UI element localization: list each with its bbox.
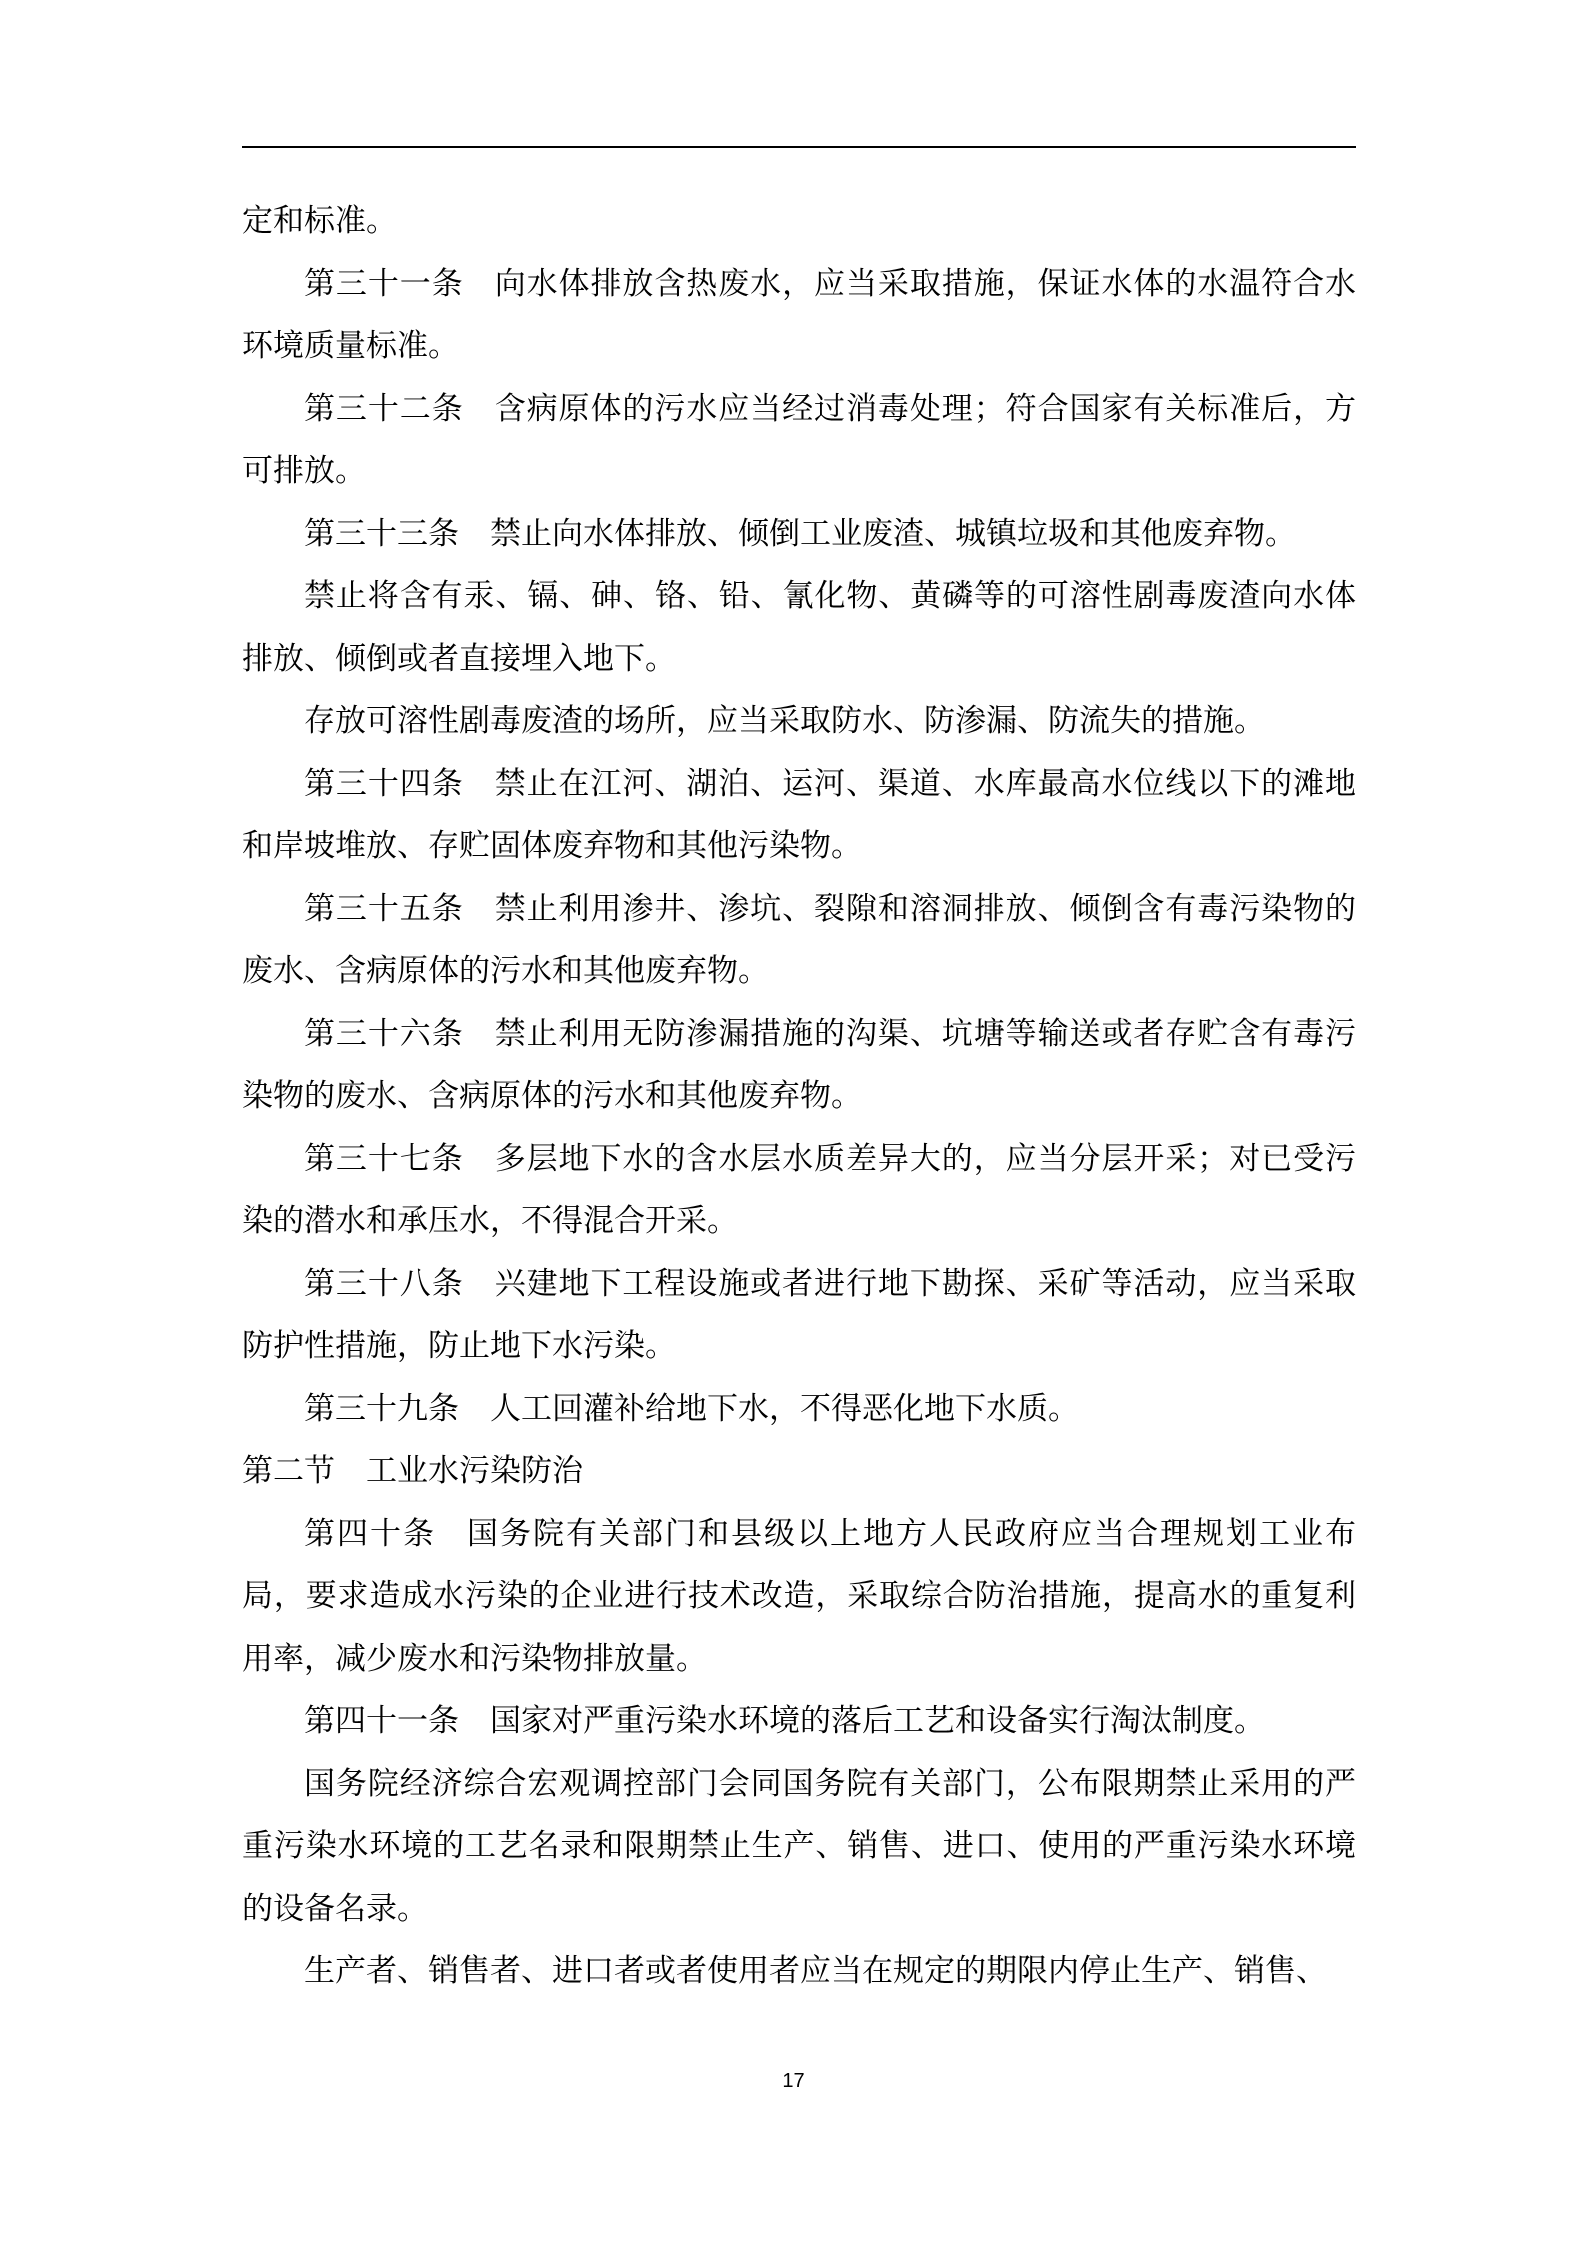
paragraph-text: 禁止利用渗井、渗坑、裂隙和溶洞排放、倾倒含有毒污染物的废水、含病原体的污水和其他废弃物。 bbox=[242, 890, 1357, 989]
article-number: 第三十四条 bbox=[304, 765, 464, 802]
article-number: 第三十八条 bbox=[304, 1265, 464, 1302]
article-paragraph bbox=[242, 1440, 1356, 1503]
paragraph-text: 禁止将含有汞、镉、砷、铬、铅、氰化物、黄磷等的可溶性剧毒废渣向水体排放、倾倒或者直接埋入地下。 bbox=[242, 578, 1356, 677]
body-paragraph bbox=[242, 565, 1356, 690]
article-number: 第三十九条 bbox=[304, 1390, 459, 1427]
article-number: 第三十二条 bbox=[304, 390, 464, 427]
paragraph-text: 禁止在江河、湖泊、运河、渠道、水库最高水位线以下的滩地和岸坡堆放、存贮固体废弃物和其他污染物。 bbox=[242, 765, 1357, 864]
header-rule bbox=[242, 146, 1356, 148]
body-paragraph bbox=[242, 190, 1356, 253]
article-paragraph bbox=[242, 1503, 1356, 1691]
paragraph-text: 禁止向水体排放、倾倒工业废渣、城镇垃圾和其他废弃物。 bbox=[490, 515, 1296, 552]
article-paragraph bbox=[242, 378, 1356, 503]
article-number: 第四十条 bbox=[304, 1515, 436, 1552]
paragraph-text: 禁止利用无防渗漏措施的沟渠、坑塘等输送或者存贮含有毒污染物的废水、含病原体的污水和其他废弃物。 bbox=[242, 1015, 1357, 1114]
paragraph-text: 国务院经济综合宏观调控部门会同国务院有关部门，公布限期禁止采用的严重污染水环境的工艺名录和限期禁止生产、销售、进口、使用的严重污染水环境的设备名录。 bbox=[242, 1765, 1356, 1927]
paragraph-text: 存放可溶性剧毒废渣的场所，应当采取防水、防渗漏、防流失的措施。 bbox=[304, 703, 1265, 739]
article-number: 第三十七条 bbox=[304, 1140, 464, 1177]
paragraph-text: 定和标准。 bbox=[242, 203, 397, 239]
article-number: 第四十一条 bbox=[304, 1703, 459, 1739]
paragraph-text: 兴建地下工程设施或者进行地下勘探、采矿等活动，应当采取防护性措施，防止地下水污染。 bbox=[242, 1265, 1357, 1364]
article-paragraph bbox=[242, 1128, 1356, 1253]
body-paragraph bbox=[242, 1753, 1356, 1941]
article-number: 第二节 bbox=[242, 1453, 335, 1489]
article-paragraph bbox=[242, 1378, 1356, 1441]
paragraph-text: 国务院有关部门和县级以上地方人民政府应当合理规划工业布局，要求造成水污染的企业进行技术改造，采取综合防治措施，提高水的重复利用率，减少废水和污染物排放量。 bbox=[242, 1515, 1356, 1677]
document-body bbox=[242, 190, 1356, 2003]
article-paragraph bbox=[242, 1253, 1356, 1378]
paragraph-text: 工业水污染防治 bbox=[366, 1453, 583, 1489]
body-paragraph bbox=[242, 1940, 1356, 2003]
article-number: 第三十三条 bbox=[304, 515, 459, 552]
article-paragraph bbox=[242, 1690, 1356, 1753]
paragraph-text: 生产者、销售者、进口者或者使用者应当在规定的期限内停止生产、销售、 bbox=[304, 1953, 1327, 1989]
article-paragraph bbox=[242, 878, 1356, 1003]
paragraph-text: 含病原体的污水应当经过消毒处理；符合国家有关标准后，方可排放。 bbox=[242, 390, 1357, 489]
article-paragraph bbox=[242, 503, 1356, 566]
article-number: 第三十五条 bbox=[304, 890, 464, 927]
paragraph-text: 人工回灌补给地下水，不得恶化地下水质。 bbox=[490, 1390, 1079, 1427]
article-paragraph bbox=[242, 1003, 1356, 1128]
article-paragraph bbox=[242, 753, 1356, 878]
paragraph-text: 向水体排放含热废水，应当采取措施，保证水体的水温符合水环境质量标准。 bbox=[242, 265, 1357, 364]
paragraph-text: 国家对严重污染水环境的落后工艺和设备实行淘汰制度。 bbox=[490, 1703, 1265, 1739]
page-number: 17 bbox=[782, 2070, 805, 2092]
body-paragraph bbox=[242, 690, 1356, 753]
paragraph-text: 多层地下水的含水层水质差异大的，应当分层开采；对已受污染的潜水和承压水，不得混合开采。 bbox=[242, 1140, 1357, 1239]
article-paragraph bbox=[242, 253, 1356, 378]
article-number: 第三十六条 bbox=[304, 1015, 464, 1052]
article-number: 第三十一条 bbox=[304, 265, 464, 302]
